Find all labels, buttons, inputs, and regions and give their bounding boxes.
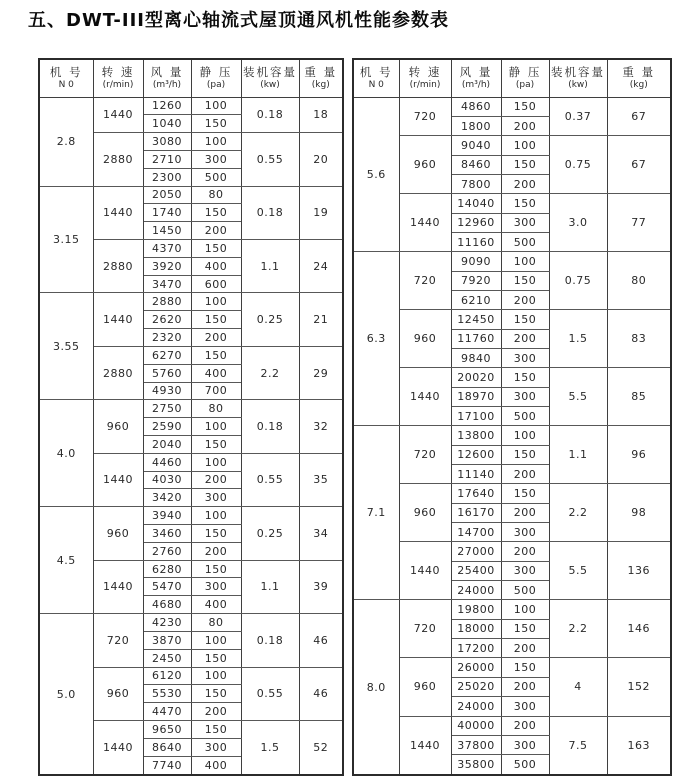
flow-cell: 4930	[143, 382, 191, 400]
pressure-cell: 150	[501, 658, 549, 677]
flow-cell: 14700	[451, 523, 501, 542]
no-unit: N 0	[58, 79, 74, 90]
flow-cell: 14040	[451, 194, 501, 213]
pressure-cell: 300	[501, 697, 549, 716]
flow-cell: 25020	[451, 677, 501, 696]
speed-cell: 720	[399, 252, 451, 310]
data-row	[353, 97, 671, 116]
flow-cell: 3940	[143, 507, 191, 525]
pressure-cell: 200	[501, 677, 549, 696]
data-row	[353, 716, 671, 735]
weight-cell: 18	[299, 97, 343, 133]
pressure-unit: (pa)	[206, 79, 226, 90]
data-row	[353, 194, 671, 213]
capacity-cell: 2.2	[241, 346, 299, 399]
header-cell-weight	[607, 59, 671, 97]
table-body-right	[353, 97, 671, 775]
pressure-cell: 200	[191, 329, 241, 347]
flow-cell: 2320	[143, 329, 191, 347]
weight-cell: 77	[607, 194, 671, 252]
speed-cell: 2880	[93, 240, 143, 293]
flow-cell: 19800	[451, 600, 501, 619]
data-row	[39, 293, 343, 311]
flow-cell: 2590	[143, 418, 191, 436]
pressure-cell: 200	[501, 290, 549, 309]
flow-unit: (m³/h)	[461, 79, 491, 90]
header-row	[39, 59, 343, 97]
flow-label: 风 量	[150, 64, 184, 79]
pressure-cell: 200	[191, 703, 241, 721]
pressure-cell: 100	[191, 631, 241, 649]
flow-cell: 18000	[451, 619, 501, 638]
flow-cell: 3080	[143, 133, 191, 151]
model-no-cell: 3.15	[39, 186, 93, 293]
model-no-cell: 3.55	[39, 293, 93, 400]
pressure-cell: 500	[501, 407, 549, 426]
pressure-cell: 150	[501, 97, 549, 116]
weight-cell: 96	[607, 426, 671, 484]
pressure-cell: 100	[191, 667, 241, 685]
flow-cell: 8640	[143, 738, 191, 756]
capacity-label: 装机容量	[243, 64, 297, 79]
speed-cell: 1440	[399, 368, 451, 426]
pressure-cell: 300	[501, 561, 549, 580]
header-cell-flow	[451, 59, 501, 97]
speed-cell: 960	[399, 310, 451, 368]
header-cell-flow	[143, 59, 191, 97]
table-header-left	[39, 59, 343, 97]
flow-cell: 1260	[143, 97, 191, 115]
flow-cell: 8460	[451, 155, 501, 174]
speed-cell: 2880	[93, 133, 143, 186]
speed-cell: 1440	[93, 560, 143, 613]
pressure-cell: 100	[191, 418, 241, 436]
flow-cell: 7800	[451, 174, 501, 193]
flow-cell: 37800	[451, 735, 501, 754]
flow-cell: 16170	[451, 503, 501, 522]
speed-cell: 720	[399, 600, 451, 658]
tables-container	[38, 58, 672, 776]
flow-cell: 9650	[143, 720, 191, 738]
flow-cell: 13800	[451, 426, 501, 445]
flow-label: 风 量	[459, 64, 493, 79]
flow-cell: 1040	[143, 115, 191, 133]
flow-cell: 3870	[143, 631, 191, 649]
pressure-cell: 300	[191, 150, 241, 168]
pressure-cell: 400	[191, 364, 241, 382]
flow-cell: 40000	[451, 716, 501, 735]
weight-cell: 67	[607, 136, 671, 194]
capacity-cell: 0.55	[241, 453, 299, 506]
flow-cell: 12960	[451, 213, 501, 232]
model-no-cell: 8.0	[353, 600, 399, 775]
weight-cell: 146	[607, 600, 671, 658]
pressure-cell: 100	[501, 426, 549, 445]
pressure-cell: 200	[501, 503, 549, 522]
pressure-cell: 500	[501, 581, 549, 600]
pressure-cell: 200	[501, 465, 549, 484]
flow-cell: 2300	[143, 168, 191, 186]
data-row	[39, 614, 343, 632]
flow-cell: 3470	[143, 275, 191, 293]
model-no-cell: 5.6	[353, 97, 399, 252]
pressure-cell: 700	[191, 382, 241, 400]
data-row	[39, 186, 343, 204]
flow-cell: 4460	[143, 453, 191, 471]
pressure-cell: 200	[191, 222, 241, 240]
capacity-cell: 0.18	[241, 614, 299, 667]
pressure-cell: 150	[191, 560, 241, 578]
capacity-cell: 4	[549, 658, 607, 716]
flow-cell: 3420	[143, 489, 191, 507]
speed-cell: 1440	[93, 293, 143, 346]
pressure-cell: 300	[501, 735, 549, 754]
table-body-left	[39, 97, 343, 775]
weight-label: 重 量	[622, 64, 656, 79]
speed-cell: 960	[399, 484, 451, 542]
pressure-cell: 150	[501, 155, 549, 174]
weight-cell: 152	[607, 658, 671, 716]
flow-cell: 7920	[451, 271, 501, 290]
header-cell-speed	[399, 59, 451, 97]
pressure-cell: 150	[191, 346, 241, 364]
data-row	[39, 97, 343, 115]
pressure-cell: 200	[501, 542, 549, 561]
speed-cell: 960	[399, 658, 451, 716]
flow-cell: 20020	[451, 368, 501, 387]
model-no-cell: 6.3	[353, 252, 399, 426]
flow-cell: 4370	[143, 240, 191, 258]
capacity-cell: 1.1	[241, 240, 299, 293]
header-cell-capacity	[549, 59, 607, 97]
header-cell-speed	[93, 59, 143, 97]
flow-cell: 12600	[451, 445, 501, 464]
speed-cell: 1440	[399, 194, 451, 252]
header-row	[353, 59, 671, 97]
capacity-cell: 3.0	[549, 194, 607, 252]
pressure-cell: 150	[191, 240, 241, 258]
weight-cell: 39	[299, 560, 343, 613]
flow-cell: 6210	[451, 290, 501, 309]
capacity-cell: 0.75	[549, 136, 607, 194]
speed-cell: 720	[399, 97, 451, 136]
flow-cell: 11760	[451, 329, 501, 348]
flow-cell: 9090	[451, 252, 501, 271]
speed-label: 转 速	[408, 64, 442, 79]
weight-cell: 67	[607, 97, 671, 136]
flow-cell: 17200	[451, 639, 501, 658]
flow-cell: 18970	[451, 387, 501, 406]
flow-cell: 2880	[143, 293, 191, 311]
table-header-right	[353, 59, 671, 97]
flow-cell: 5530	[143, 685, 191, 703]
capacity-cell: 2.2	[549, 600, 607, 658]
flow-cell: 17640	[451, 484, 501, 503]
weight-cell: 136	[607, 542, 671, 600]
data-row	[353, 658, 671, 677]
flow-cell: 2050	[143, 186, 191, 204]
pressure-cell: 150	[191, 525, 241, 543]
weight-cell: 163	[607, 716, 671, 775]
flow-cell: 27000	[451, 542, 501, 561]
pressure-cell: 150	[191, 311, 241, 329]
header-cell-pressure	[501, 59, 549, 97]
pressure-cell: 150	[501, 619, 549, 638]
capacity-unit: (kw)	[568, 79, 588, 90]
capacity-cell: 1.1	[549, 426, 607, 484]
weight-unit: (kg)	[311, 79, 330, 90]
pressure-cell: 150	[501, 271, 549, 290]
weight-cell: 34	[299, 507, 343, 560]
speed-cell: 1440	[93, 720, 143, 775]
capacity-cell: 2.2	[549, 484, 607, 542]
capacity-cell: 1.5	[241, 720, 299, 775]
pressure-cell: 100	[191, 453, 241, 471]
pressure-cell: 100	[501, 600, 549, 619]
weight-cell: 83	[607, 310, 671, 368]
header-cell-no	[39, 59, 93, 97]
model-no-cell: 5.0	[39, 614, 93, 775]
flow-cell: 3460	[143, 525, 191, 543]
flow-cell: 2710	[143, 150, 191, 168]
speed-cell: 720	[93, 614, 143, 667]
weight-cell: 46	[299, 614, 343, 667]
pressure-cell: 150	[501, 445, 549, 464]
capacity-cell: 0.55	[241, 133, 299, 186]
header-cell-no	[353, 59, 399, 97]
flow-cell: 2750	[143, 400, 191, 418]
weight-cell: 52	[299, 720, 343, 775]
weight-cell: 46	[299, 667, 343, 720]
weight-cell: 19	[299, 186, 343, 239]
speed-cell: 960	[93, 507, 143, 560]
weight-cell: 85	[607, 368, 671, 426]
capacity-cell: 1.1	[241, 560, 299, 613]
flow-cell: 7740	[143, 756, 191, 775]
pressure-cell: 300	[191, 489, 241, 507]
model-no-cell: 4.5	[39, 507, 93, 614]
pressure-cell: 200	[191, 542, 241, 560]
capacity-cell: 1.5	[549, 310, 607, 368]
speed-cell: 2880	[93, 346, 143, 399]
flow-cell: 4030	[143, 471, 191, 489]
flow-cell: 4470	[143, 703, 191, 721]
pressure-cell: 100	[501, 136, 549, 155]
capacity-cell: 0.55	[241, 667, 299, 720]
data-row	[353, 252, 671, 271]
speed-cell: 1440	[93, 453, 143, 506]
flow-cell: 11160	[451, 232, 501, 251]
flow-cell: 24000	[451, 581, 501, 600]
pressure-cell: 150	[191, 204, 241, 222]
pressure-label: 静 压	[199, 64, 233, 79]
flow-cell: 2040	[143, 435, 191, 453]
weight-cell: 24	[299, 240, 343, 293]
spec-table-left	[38, 58, 344, 776]
speed-label: 转 速	[101, 64, 135, 79]
pressure-cell: 200	[501, 329, 549, 348]
model-no-cell: 7.1	[353, 426, 399, 600]
pressure-cell: 400	[191, 756, 241, 775]
pressure-cell: 150	[191, 685, 241, 703]
pressure-cell: 100	[191, 507, 241, 525]
weight-cell: 80	[607, 252, 671, 310]
capacity-cell: 0.25	[241, 507, 299, 560]
flow-cell: 3920	[143, 257, 191, 275]
pressure-cell: 100	[191, 133, 241, 151]
speed-cell: 960	[93, 667, 143, 720]
flow-cell: 9840	[451, 348, 501, 367]
header-cell-pressure	[191, 59, 241, 97]
pressure-cell: 300	[501, 213, 549, 232]
pressure-label: 静 压	[508, 64, 542, 79]
page-title: 五、DWT-III型离心轴流式屋顶通风机性能参数表	[28, 10, 449, 31]
flow-cell: 4680	[143, 596, 191, 614]
pressure-cell: 500	[501, 232, 549, 251]
flow-unit: (m³/h)	[152, 79, 182, 90]
speed-cell: 720	[399, 426, 451, 484]
speed-cell: 960	[93, 400, 143, 453]
no-unit: N 0	[368, 79, 384, 90]
pressure-cell: 400	[191, 596, 241, 614]
flow-cell: 6280	[143, 560, 191, 578]
flow-cell: 35800	[451, 755, 501, 775]
weight-cell: 21	[299, 293, 343, 346]
pressure-cell: 150	[191, 115, 241, 133]
pressure-unit: (pa)	[515, 79, 535, 90]
pressure-cell: 500	[501, 755, 549, 775]
speed-unit: (r/min)	[102, 79, 134, 90]
capacity-cell: 5.5	[549, 368, 607, 426]
weight-cell: 29	[299, 346, 343, 399]
pressure-cell: 100	[191, 97, 241, 115]
speed-cell: 1440	[399, 542, 451, 600]
data-row	[353, 426, 671, 445]
flow-cell: 5760	[143, 364, 191, 382]
data-row	[353, 542, 671, 561]
pressure-cell: 600	[191, 275, 241, 293]
pressure-cell: 100	[191, 293, 241, 311]
weight-label: 重 量	[304, 64, 338, 79]
flow-cell: 2760	[143, 542, 191, 560]
pressure-cell: 150	[191, 649, 241, 667]
capacity-cell: 0.18	[241, 97, 299, 133]
flow-cell: 1740	[143, 204, 191, 222]
capacity-unit: (kw)	[260, 79, 280, 90]
data-row	[39, 400, 343, 418]
pressure-cell: 300	[501, 387, 549, 406]
pressure-cell: 80	[191, 400, 241, 418]
data-row	[39, 507, 343, 525]
flow-cell: 6120	[143, 667, 191, 685]
flow-cell: 11140	[451, 465, 501, 484]
pressure-cell: 150	[501, 484, 549, 503]
pressure-cell: 200	[191, 471, 241, 489]
capacity-cell: 5.5	[549, 542, 607, 600]
pressure-cell: 300	[191, 578, 241, 596]
data-row	[353, 136, 671, 155]
pressure-cell: 100	[501, 252, 549, 271]
pressure-cell: 150	[501, 310, 549, 329]
flow-cell: 1450	[143, 222, 191, 240]
pressure-cell: 200	[501, 639, 549, 658]
weight-unit: (kg)	[629, 79, 648, 90]
flow-cell: 6270	[143, 346, 191, 364]
data-row	[353, 600, 671, 619]
pressure-cell: 400	[191, 257, 241, 275]
header-cell-capacity	[241, 59, 299, 97]
capacity-cell: 7.5	[549, 716, 607, 775]
pressure-cell: 200	[501, 174, 549, 193]
speed-unit: (r/min)	[409, 79, 441, 90]
weight-cell: 32	[299, 400, 343, 453]
pressure-cell: 150	[501, 368, 549, 387]
weight-cell: 98	[607, 484, 671, 542]
capacity-cell: 0.37	[549, 97, 607, 136]
pressure-cell: 300	[501, 348, 549, 367]
flow-cell: 24000	[451, 697, 501, 716]
spec-table-right	[352, 58, 672, 776]
pressure-cell: 150	[191, 435, 241, 453]
flow-cell: 1800	[451, 116, 501, 135]
header-cell-weight	[299, 59, 343, 97]
flow-cell: 25400	[451, 561, 501, 580]
flow-cell: 2620	[143, 311, 191, 329]
flow-cell: 4860	[451, 97, 501, 116]
data-row	[353, 484, 671, 503]
pressure-cell: 80	[191, 614, 241, 632]
speed-cell: 1440	[93, 97, 143, 133]
pressure-cell: 200	[501, 716, 549, 735]
capacity-cell: 0.18	[241, 186, 299, 239]
pressure-cell: 150	[191, 720, 241, 738]
flow-cell: 5470	[143, 578, 191, 596]
pressure-cell: 80	[191, 186, 241, 204]
no-label: 机 号	[49, 64, 83, 79]
weight-cell: 20	[299, 133, 343, 186]
capacity-cell: 0.18	[241, 400, 299, 453]
flow-cell: 4230	[143, 614, 191, 632]
pressure-cell: 150	[501, 194, 549, 213]
flow-cell: 2450	[143, 649, 191, 667]
speed-cell: 960	[399, 136, 451, 194]
capacity-cell: 0.25	[241, 293, 299, 346]
model-no-cell: 2.8	[39, 97, 93, 186]
data-row	[353, 310, 671, 329]
pressure-cell: 200	[501, 116, 549, 135]
speed-cell: 1440	[399, 716, 451, 775]
pressure-cell: 500	[191, 168, 241, 186]
speed-cell: 1440	[93, 186, 143, 239]
pressure-cell: 300	[191, 738, 241, 756]
capacity-label: 装机容量	[551, 64, 605, 79]
pressure-cell: 300	[501, 523, 549, 542]
flow-cell: 12450	[451, 310, 501, 329]
data-row	[353, 368, 671, 387]
flow-cell: 17100	[451, 407, 501, 426]
flow-cell: 26000	[451, 658, 501, 677]
weight-cell: 35	[299, 453, 343, 506]
model-no-cell: 4.0	[39, 400, 93, 507]
capacity-cell: 0.75	[549, 252, 607, 310]
flow-cell: 9040	[451, 136, 501, 155]
no-label: 机 号	[359, 64, 393, 79]
